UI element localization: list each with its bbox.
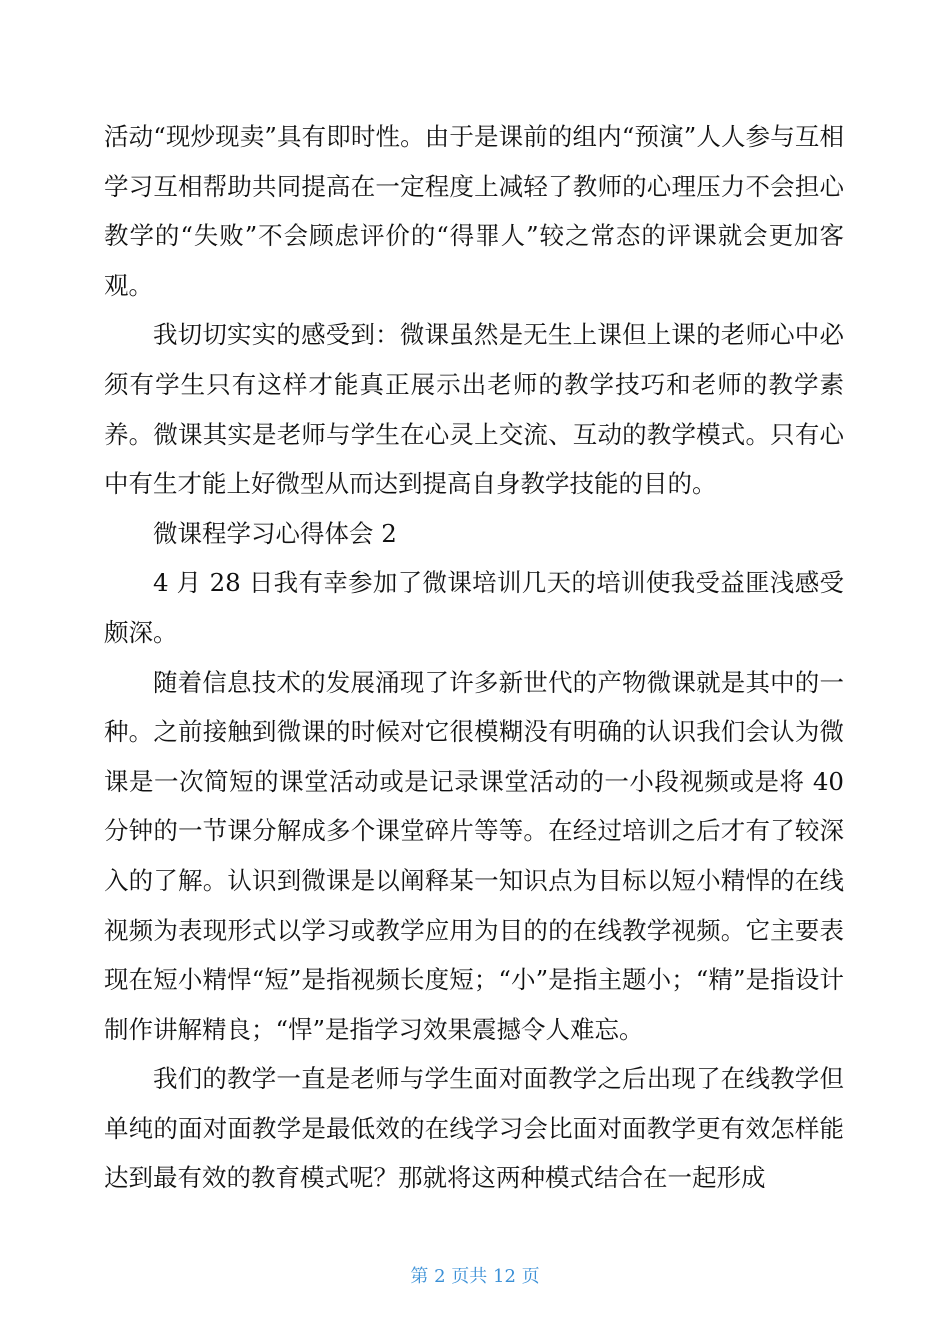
paragraph-4: 随着信息技术的发展涌现了许多新世代的产物微课就是其中的一种。之前接触到微课的时候对它很模糊没有明确的认识我们会认为微课是一次简短的课堂活动或是记录课堂活动的一小段视频或是将 40 分钟的一节课分解成多个课堂碎片等等。在经过培训之后才有了较深入的了解。认识到微课是以阐释某一知识点为目标以短小精悍的在线视频为表现形式以学习或教学应用为目的的在线教学视频。它主要表现在短小精悍“短”是指视频长度短；“小”是指主题小；“精”是指设计制作讲解精良；“悍”是指学习效果震撼令人难忘。	[104, 667, 844, 1044]
paragraph-3: 4 月 28 日我有幸参加了微课培训几天的培训使我受益匪浅感受颇深。	[104, 568, 844, 647]
paragraph-2: 我切切实实的感受到：微课虽然是无生上课但上课的老师心中必须有学生只有这样才能真正展示出老师的教学技巧和老师的教学素养。微课其实是老师与学生在心灵上交流、互动的教学模式。只有心中有生才能上好微型从而达到提高自身教学技能的目的。	[104, 320, 844, 499]
page-number-footer: 第 2 页共 12 页	[410, 1266, 540, 1287]
paragraph-5: 我们的教学一直是老师与学生面对面教学之后出现了在线教学但单纯的面对面教学是最低效的在线学习会比面对面教学更有效怎样能达到最有效的教育模式呢？那就将这两种模式结合在一起形成	[104, 1064, 844, 1193]
section-heading: 微课程学习心得体会 2	[153, 518, 397, 548]
document-body	[104, 112, 844, 1203]
paragraph-1: 活动“现炒现卖”具有即时性。由于是课前的组内“预演”人人参与互相学习互相帮助共同提高在一定程度上减轻了教师的心理压力不会担心教学的“失败”不会顾虑评价的“得罪人”较之常态的评课就会更加客观。	[104, 122, 844, 300]
